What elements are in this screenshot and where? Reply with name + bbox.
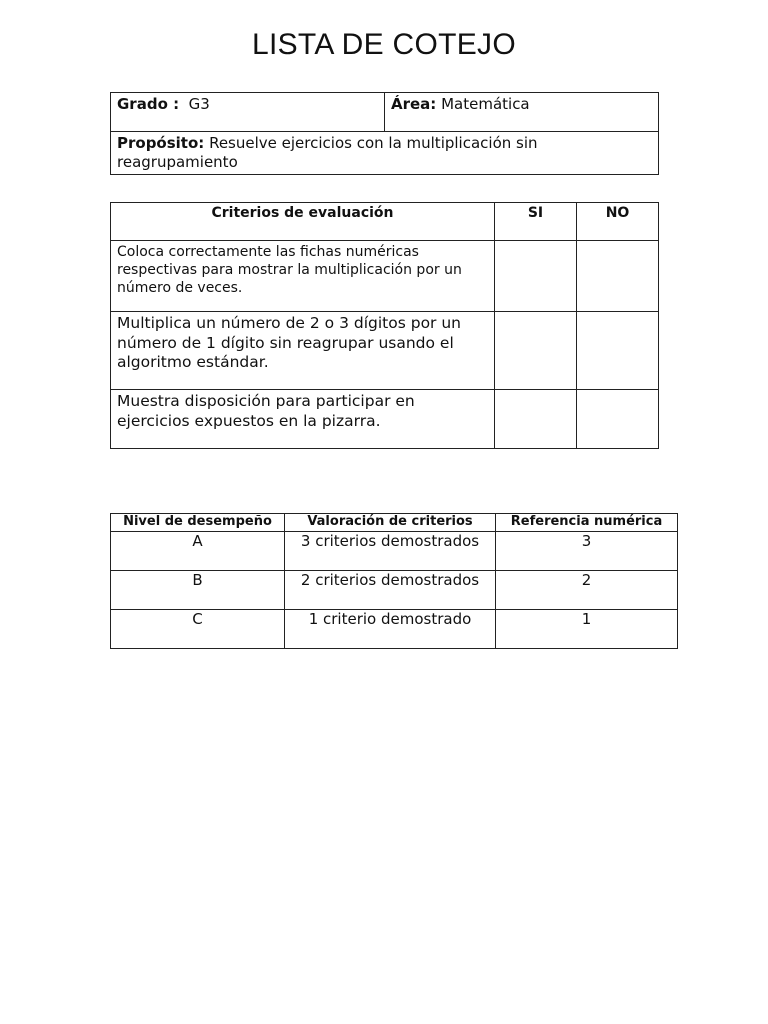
proposito-value: Resuelve ejercicios con la multiplicación sin reagrupamiento	[117, 134, 538, 171]
reference-cell: 1	[496, 610, 678, 649]
si-checkbox-cell[interactable]	[495, 241, 577, 312]
no-checkbox-cell[interactable]	[577, 390, 659, 449]
levels-table	[110, 513, 678, 649]
no-header: NO	[577, 203, 659, 241]
reference-cell: 3	[496, 532, 678, 571]
area-value: Matemática	[441, 95, 530, 113]
valuation-cell: 1 criterio demostrado	[285, 610, 496, 649]
table-row	[111, 390, 659, 449]
criterion-text: Multiplica un número de 2 o 3 dígitos por un número de 1 dígito sin reagrupar usando el algoritmo estándar.	[111, 312, 495, 390]
level-cell: A	[111, 532, 285, 571]
grado-cell	[111, 93, 385, 132]
table-row	[111, 610, 678, 649]
level-cell: B	[111, 571, 285, 610]
grado-value: G3	[188, 95, 210, 113]
valuation-cell: 2 criterios demostrados	[285, 571, 496, 610]
table-row	[111, 312, 659, 390]
area-cell	[385, 93, 659, 132]
table-row	[111, 571, 678, 610]
area-label: Área:	[391, 95, 437, 113]
reference-header: Referencia numérica	[496, 514, 678, 532]
grado-label: Grado :	[117, 95, 180, 113]
table-row	[111, 241, 659, 312]
proposito-cell	[111, 132, 659, 175]
info-table	[110, 92, 659, 175]
level-cell: C	[111, 610, 285, 649]
criteria-table	[110, 202, 659, 449]
criterion-text: Coloca correctamente las fichas numéricas respectivas para mostrar la multiplicación por un número de veces.	[111, 241, 495, 312]
level-header: Nivel de desempeño	[111, 514, 285, 532]
valuation-header: Valoración de criterios	[285, 514, 496, 532]
no-checkbox-cell[interactable]	[577, 241, 659, 312]
reference-cell: 2	[496, 571, 678, 610]
si-checkbox-cell[interactable]	[495, 312, 577, 390]
si-checkbox-cell[interactable]	[495, 390, 577, 449]
valuation-cell: 3 criterios demostrados	[285, 532, 496, 571]
no-checkbox-cell[interactable]	[577, 312, 659, 390]
proposito-label: Propósito:	[117, 134, 205, 152]
si-header: SI	[495, 203, 577, 241]
table-row	[111, 532, 678, 571]
page-title: LISTA DE COTEJO	[252, 28, 516, 61]
criteria-header: Criterios de evaluación	[111, 203, 495, 241]
criterion-text: Muestra disposición para participar en ejercicios expuestos en la pizarra.	[111, 390, 495, 449]
